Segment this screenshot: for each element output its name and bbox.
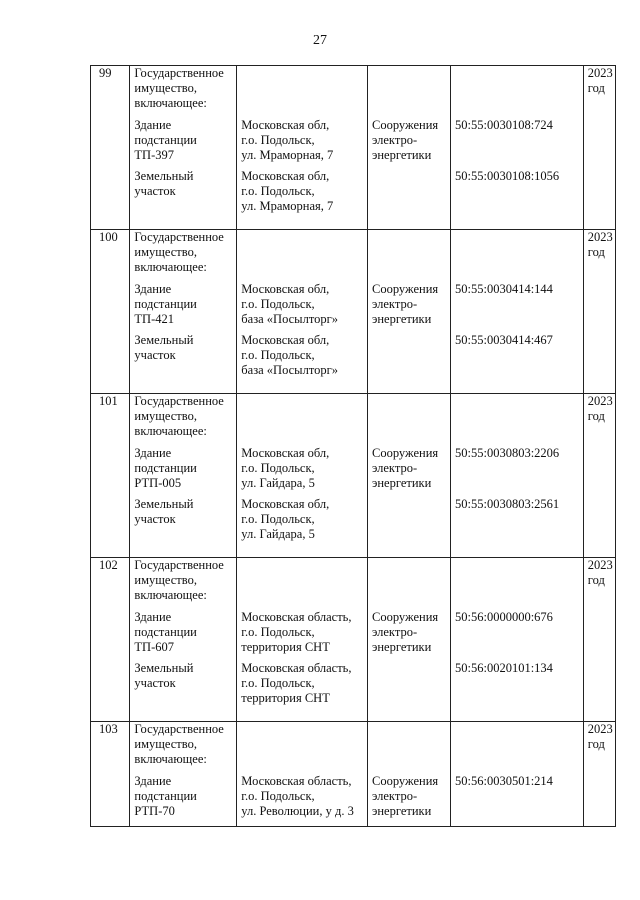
item-year: 2023 год <box>587 66 613 95</box>
item-address-cell <box>237 118 368 169</box>
item-group-title: Государственное имущество, включающее: <box>134 558 224 602</box>
item-name-cell <box>130 774 237 827</box>
item-number-cell <box>91 558 130 611</box>
item-address: Московская обл, г.о. Подольск, ул. Гайдара, 5 <box>241 497 330 541</box>
item-name-cell <box>130 446 237 497</box>
registry-item-row <box>91 169 616 230</box>
item-year: 2023 год <box>587 394 613 423</box>
item-name: Земельный участок <box>134 661 194 690</box>
registry-item-row <box>91 333 616 394</box>
item-number-cell <box>91 722 130 775</box>
item-address: Московская область, г.о. Подольск, ул. Революции, у д. 3 <box>241 774 354 818</box>
item-year-cell <box>583 558 615 611</box>
item-group-title: Государственное имущество, включающее: <box>134 722 224 766</box>
registry-item-row <box>91 610 616 661</box>
item-cadastral-number-cell <box>451 282 584 333</box>
item-address-cell <box>237 558 368 611</box>
item-year-cell <box>583 497 615 558</box>
item-year-cell <box>583 394 615 447</box>
item-cadastral-number-cell <box>451 118 584 169</box>
item-group-title-cell <box>130 66 237 119</box>
item-type-cell <box>368 230 451 283</box>
item-address: Московская область, г.о. Подольск, территория СНТ <box>241 610 352 654</box>
item-address: Московская обл, г.о. Подольск, база «Посылторг» <box>241 282 338 326</box>
item-type: Сооружения электро- энергетики <box>372 774 439 818</box>
item-address-cell <box>237 497 368 558</box>
property-registry-table <box>90 65 616 827</box>
item-number-cell <box>91 169 130 230</box>
item-cadastral-number-cell <box>451 394 584 447</box>
item-name: Здание подстанции ТП-607 <box>134 610 197 654</box>
item-name-cell <box>130 610 237 661</box>
registry-group-row <box>91 66 616 119</box>
item-cadastral-number: 50:56:0020101:134 <box>455 661 553 675</box>
item-address: Московская область, г.о. Подольск, территория СНТ <box>241 661 352 705</box>
item-cadastral-number-cell <box>451 774 584 827</box>
item-type-cell <box>368 661 451 722</box>
item-cadastral-number: 50:56:0000000:676 <box>455 610 553 624</box>
item-number-cell <box>91 66 130 119</box>
item-cadastral-number-cell <box>451 66 584 119</box>
registry-group-row <box>91 558 616 611</box>
item-type: Сооружения электро- энергетики <box>372 118 439 162</box>
item-name-cell <box>130 282 237 333</box>
item-year-cell <box>583 230 615 283</box>
item-year-cell <box>583 169 615 230</box>
item-address-cell <box>237 394 368 447</box>
registry-group-row <box>91 722 616 775</box>
item-number-cell <box>91 446 130 497</box>
item-group-title: Государственное имущество, включающее: <box>134 394 224 438</box>
item-type-cell <box>368 446 451 497</box>
item-type-cell <box>368 66 451 119</box>
item-group-title: Государственное имущество, включающее: <box>134 66 224 110</box>
item-address: Московская обл, г.о. Подольск, база «Посылторг» <box>241 333 338 377</box>
item-number-cell <box>91 230 130 283</box>
item-name: Здание подстанции РТП-005 <box>134 446 197 490</box>
item-number: 101 <box>99 394 118 408</box>
item-address-cell <box>237 446 368 497</box>
item-address-cell <box>237 169 368 230</box>
item-name: Здание подстанции РТП-70 <box>134 774 197 818</box>
item-type-cell <box>368 497 451 558</box>
item-cadastral-number-cell <box>451 722 584 775</box>
item-group-title-cell <box>130 722 237 775</box>
item-number: 100 <box>99 230 118 244</box>
item-address: Московская обл, г.о. Подольск, ул. Гайдара, 5 <box>241 446 330 490</box>
item-number: 102 <box>99 558 118 572</box>
registry-item-row <box>91 661 616 722</box>
item-year-cell <box>583 333 615 394</box>
item-type: Сооружения электро- энергетики <box>372 282 439 326</box>
item-year-cell <box>583 446 615 497</box>
item-number-cell <box>91 333 130 394</box>
item-year-cell <box>583 774 615 827</box>
registry-item-row <box>91 118 616 169</box>
item-group-title-cell <box>130 394 237 447</box>
registry-item-row <box>91 282 616 333</box>
item-cadastral-number-cell <box>451 169 584 230</box>
item-type-cell <box>368 774 451 827</box>
item-name: Земельный участок <box>134 169 194 198</box>
item-address-cell <box>237 661 368 722</box>
item-cadastral-number-cell <box>451 333 584 394</box>
item-number-cell <box>91 774 130 827</box>
registry-group-row <box>91 394 616 447</box>
item-number-cell <box>91 282 130 333</box>
item-name: Здание подстанции ТП-421 <box>134 282 197 326</box>
item-cadastral-number-cell <box>451 230 584 283</box>
item-address-cell <box>237 66 368 119</box>
item-type-cell <box>368 558 451 611</box>
item-address: Московская обл, г.о. Подольск, ул. Мраморная, 7 <box>241 169 334 213</box>
item-cadastral-number-cell <box>451 497 584 558</box>
item-address-cell <box>237 230 368 283</box>
registry-item-row <box>91 497 616 558</box>
item-year-cell <box>583 722 615 775</box>
item-group-title-cell <box>130 558 237 611</box>
item-type: Сооружения электро- энергетики <box>372 446 439 490</box>
item-year-cell <box>583 66 615 119</box>
item-address: Московская обл, г.о. Подольск, ул. Мраморная, 7 <box>241 118 334 162</box>
item-name: Здание подстанции ТП-397 <box>134 118 197 162</box>
item-number-cell <box>91 118 130 169</box>
item-number-cell <box>91 394 130 447</box>
item-name-cell <box>130 497 237 558</box>
item-address-cell <box>237 333 368 394</box>
item-address-cell <box>237 610 368 661</box>
item-number-cell <box>91 610 130 661</box>
page-number: 27 <box>313 33 327 48</box>
item-type-cell <box>368 118 451 169</box>
item-type-cell <box>368 282 451 333</box>
item-number: 103 <box>99 722 118 736</box>
item-address-cell <box>237 774 368 827</box>
item-cadastral-number: 50:55:0030108:724 <box>455 118 553 132</box>
registry-group-row <box>91 230 616 283</box>
item-cadastral-number-cell <box>451 446 584 497</box>
registry-item-row <box>91 446 616 497</box>
item-name: Земельный участок <box>134 497 194 526</box>
item-cadastral-number: 50:55:0030414:144 <box>455 282 553 296</box>
item-cadastral-number-cell <box>451 661 584 722</box>
item-group-title-cell <box>130 230 237 283</box>
registry-item-row <box>91 774 616 827</box>
item-address-cell <box>237 722 368 775</box>
item-year-cell <box>583 610 615 661</box>
item-name-cell <box>130 661 237 722</box>
item-type-cell <box>368 610 451 661</box>
item-name-cell <box>130 118 237 169</box>
item-name-cell <box>130 333 237 394</box>
item-cadastral-number: 50:56:0030501:214 <box>455 774 553 788</box>
item-cadastral-number: 50:55:0030414:467 <box>455 333 553 347</box>
item-year-cell <box>583 661 615 722</box>
item-name: Земельный участок <box>134 333 194 362</box>
item-year: 2023 год <box>587 722 613 751</box>
item-year-cell <box>583 282 615 333</box>
item-cadastral-number: 50:55:0030803:2206 <box>455 446 560 460</box>
item-number: 99 <box>99 66 112 80</box>
item-cadastral-number-cell <box>451 558 584 611</box>
item-group-title: Государственное имущество, включающее: <box>134 230 224 274</box>
item-year-cell <box>583 118 615 169</box>
item-number-cell <box>91 661 130 722</box>
item-type-cell <box>368 394 451 447</box>
item-address-cell <box>237 282 368 333</box>
item-type-cell <box>368 722 451 775</box>
item-type-cell <box>368 333 451 394</box>
item-year: 2023 год <box>587 230 613 259</box>
item-name-cell <box>130 169 237 230</box>
item-type-cell <box>368 169 451 230</box>
item-type: Сооружения электро- энергетики <box>372 610 439 654</box>
item-cadastral-number: 50:55:0030803:2561 <box>455 497 560 511</box>
item-cadastral-number-cell <box>451 610 584 661</box>
item-cadastral-number: 50:55:0030108:1056 <box>455 169 560 183</box>
item-number-cell <box>91 497 130 558</box>
item-year: 2023 год <box>587 558 613 587</box>
